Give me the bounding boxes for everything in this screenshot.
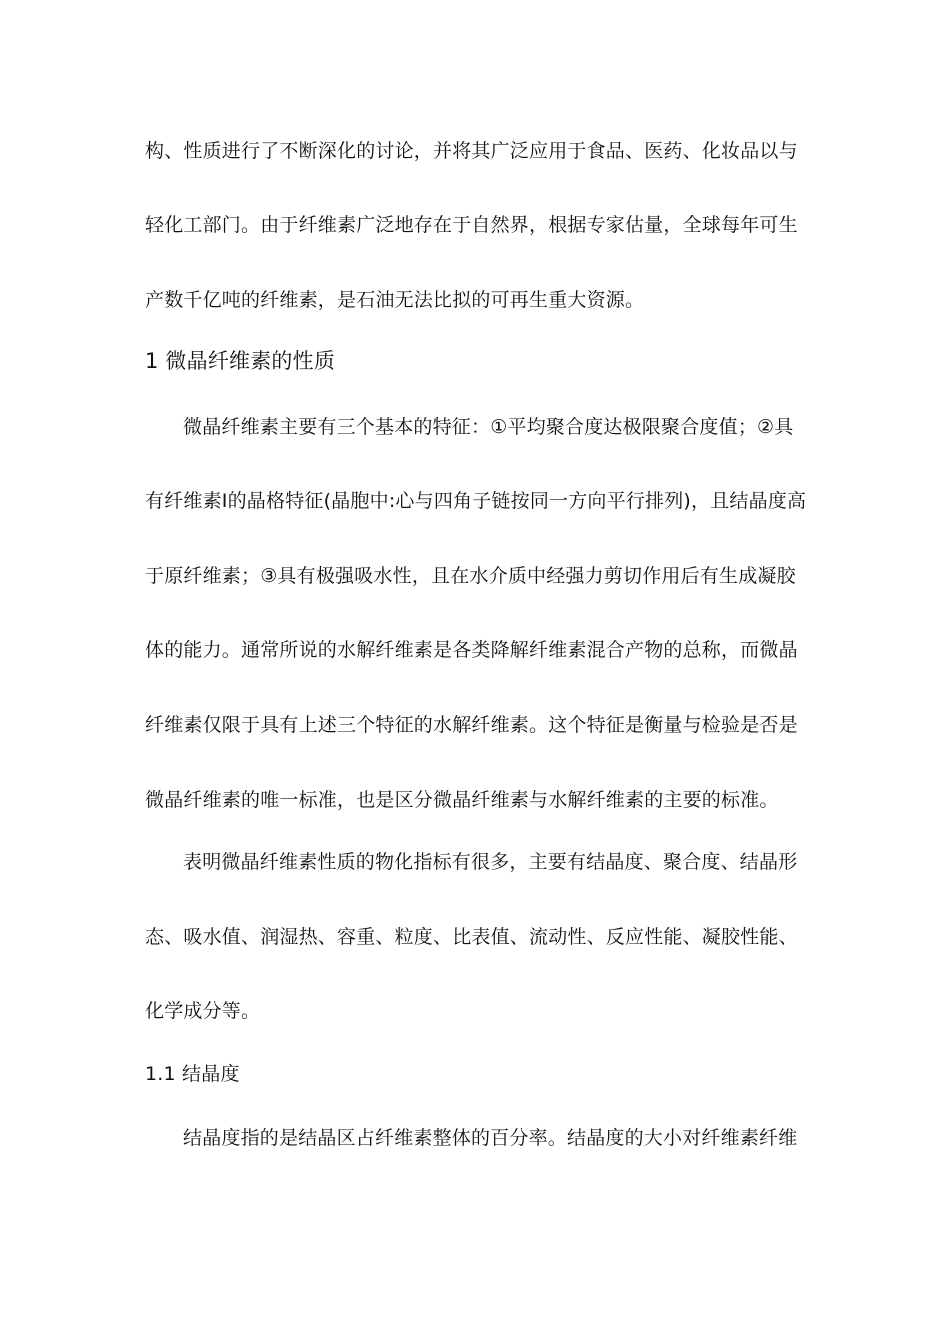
paragraph-line: 有纤维素Ⅰ的晶格特征(晶胞中:心与四角子链按同一方向平行排列)，且结晶度高 <box>145 490 807 512</box>
paragraph-line: 结晶度指的是结晶区占纤维素整体的百分率。结晶度的大小对纤维素纤维 <box>183 1127 798 1149</box>
paragraph-line: 产数千亿吨的纤维素，是石油无法比拟的可再生重大资源。 <box>145 289 645 311</box>
subsection-heading: 1.1 结晶度 <box>145 1063 240 1085</box>
paragraph-line: 微晶纤维素主要有三个基本的特征：①平均聚合度达极限聚合度值；②具 <box>183 416 794 438</box>
paragraph-line: 化学成分等。 <box>145 1000 261 1022</box>
paragraph-line: 构、性质进行了不断深化的讨论，并将其广泛应用于食品、医药、化妆品以与 <box>145 140 798 162</box>
paragraph-line: 纤维素仅限于具有上述三个特征的水解纤维素。这个特征是衡量与检验是否是 <box>145 714 798 736</box>
paragraph-line: 于原纤维素；③具有极强吸水性，且在水介质中经强力剪切作用后有生成凝胶 <box>145 565 796 587</box>
paragraph-line: 态、吸水值、润湿热、容重、粒度、比表值、流动性、反应性能、凝胶性能、 <box>145 926 798 948</box>
paragraph-line: 表明微晶纤维素性质的物化指标有很多，主要有结晶度、聚合度、结晶形 <box>183 851 798 873</box>
section-heading: 1 微晶纤维素的性质 <box>145 349 336 373</box>
paragraph-line: 轻化工部门。由于纤维素广泛地存在于自然界，根据专家估量，全球每年可生 <box>145 214 798 236</box>
paragraph-line: 微晶纤维素的唯一标准，也是区分微晶纤维素与水解纤维素的主要的标准。 <box>145 789 779 811</box>
paragraph-line: 体的能力。通常所说的水解纤维素是各类降解纤维素混合产物的总称，而微晶 <box>145 639 798 661</box>
